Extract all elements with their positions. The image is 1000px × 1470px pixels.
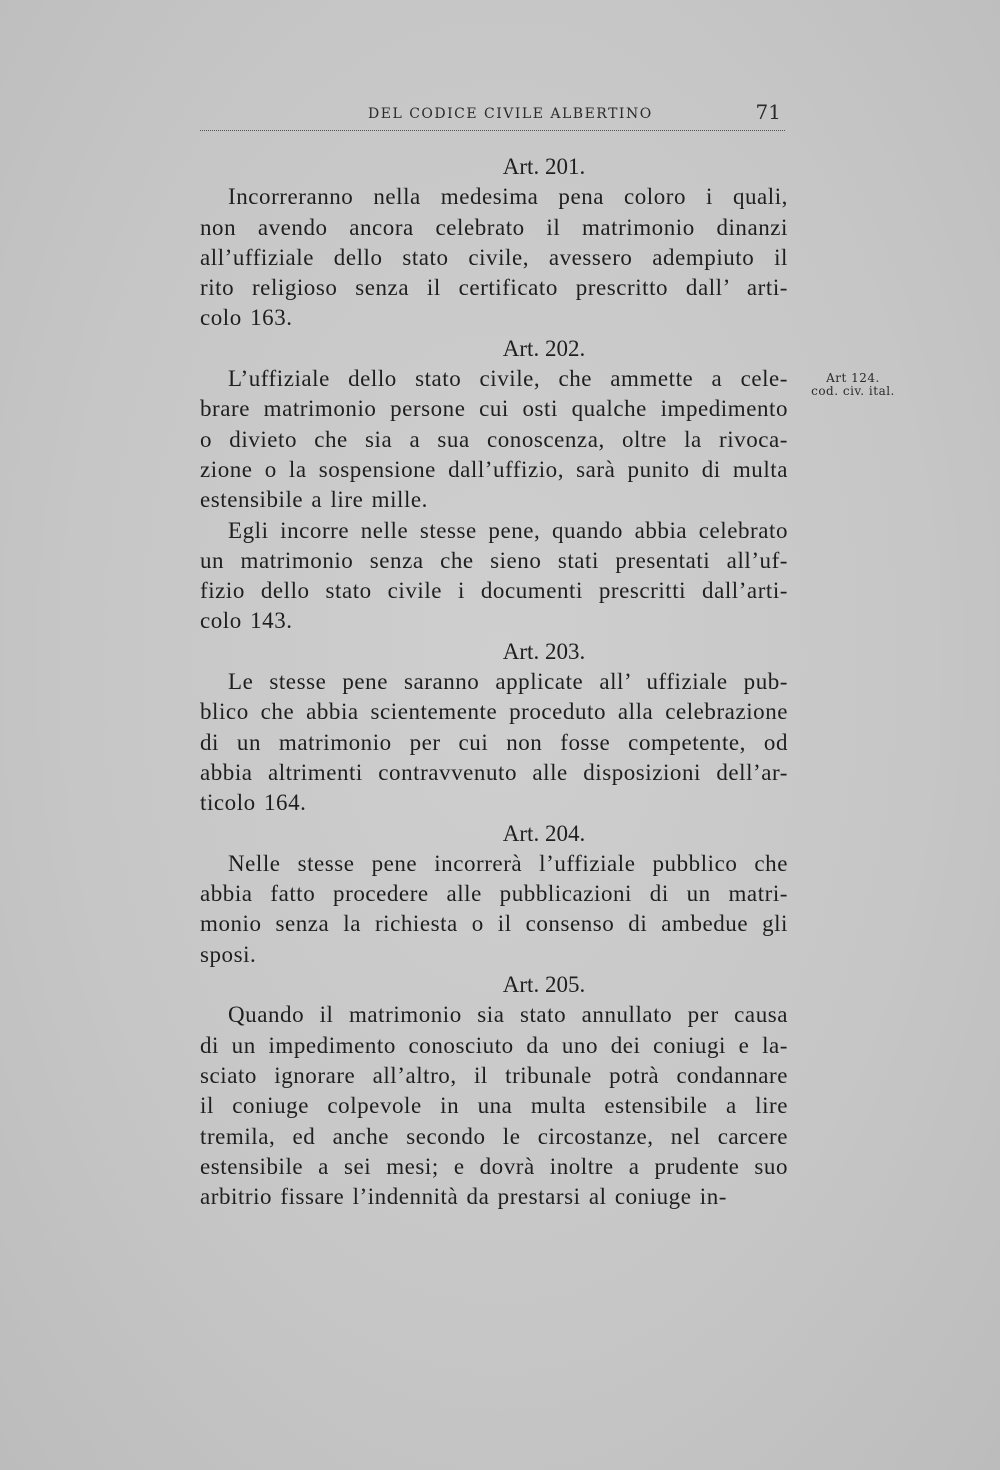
article — [200, 637, 788, 819]
text-line: arbitrio fissare l’indennità da prestarsi al coniuge in- — [200, 1184, 727, 1210]
text-line: all’uffiziale dello stato civile, avessero adempiuto il — [200, 244, 788, 270]
text-line: brare matrimonio persone cui osti qualche impedimento — [200, 396, 788, 422]
text-line: L’uffiziale dello stato civile, che ammette a cele- — [228, 366, 788, 392]
text-line: monio senza la richiesta o il consenso di ambedue gli — [200, 911, 788, 937]
article-paragraph — [200, 667, 788, 818]
text-line: abbia altrimenti contravvenuto alle disposizioni dell’ar- — [200, 759, 788, 785]
article-paragraph — [200, 1000, 788, 1212]
text-line: estensibile a lire mille. — [200, 487, 428, 513]
text-line: un matrimonio senza che sieno stati presentati all’uf- — [200, 547, 788, 573]
text-line: non avendo ancora celebrato il matrimonio dinanzi — [200, 214, 788, 240]
article — [200, 970, 788, 1212]
article — [200, 152, 788, 334]
article — [200, 819, 788, 970]
text-line: Egli incorre nelle stesse pene, quando abbia celebrato — [228, 517, 788, 543]
margin-note — [808, 372, 898, 398]
article-heading: Art. 202. — [502, 335, 586, 361]
text-line: ticolo 164. — [200, 790, 307, 816]
text-line: di un matrimonio per cui non fosse competente, od — [200, 729, 788, 755]
text-line: tremila, ed anche secondo le circostanze, nel carcere — [200, 1123, 788, 1149]
running-title: DEL CODICE CIVILE ALBERTINO — [368, 106, 653, 122]
page-header — [200, 100, 785, 131]
text-line: zione o la sospensione dall’uffizio, sarà punito di multa — [200, 456, 788, 482]
text-line: colo 143. — [200, 608, 293, 634]
margin-note-line: Art 124. — [826, 371, 880, 385]
article-heading: Art. 201. — [502, 154, 586, 179]
text-line: estensibile a sei mesi; e dovrà inoltre a prudente suo — [200, 1153, 788, 1179]
text-line: blico che abbia scientemente proceduto alla celebrazione — [200, 699, 788, 725]
text-line: Le stesse pene saranno applicate all’ uffiziale pub- — [228, 669, 788, 695]
text-line: Quando il matrimonio sia stato annullato per causa — [228, 1002, 788, 1028]
text-line: Incorreranno nella medesima pena coloro i quali, — [228, 184, 788, 210]
page-number: 71 — [755, 100, 781, 124]
text-line: sposi. — [200, 941, 257, 967]
article-heading: Art. 205. — [502, 972, 586, 998]
article-heading: Art. 203. — [502, 638, 586, 664]
text-line: sciato ignorare all’altro, il tribunale potrà condannare — [200, 1062, 788, 1088]
text-line: colo 163. — [200, 305, 293, 331]
article-paragraph — [200, 849, 788, 970]
text-line: di un impedimento conosciuto da uno dei coniugi e la- — [200, 1032, 788, 1058]
text-line: o divieto che sia a sua conoscenza, oltre la rivoca- — [200, 426, 788, 452]
article-paragraph — [200, 516, 788, 637]
text-line: fizio dello stato civile i documenti prescritti dall’arti- — [200, 578, 788, 604]
text-line: il coniuge colpevole in una multa estensibile a lire — [200, 1093, 788, 1119]
article-paragraph — [200, 182, 788, 333]
text-line: abbia fatto procedere alle pubblicazioni di un matri- — [200, 881, 788, 907]
article-heading: Art. 204. — [502, 820, 586, 846]
text-line: rito religioso senza il certificato prescritto dall’ arti- — [200, 275, 788, 301]
margin-note-line: cod. civ. ital. — [811, 384, 895, 398]
article — [200, 334, 788, 637]
text-line: Nelle stesse pene incorrerà l’uffiziale pubblico che — [228, 850, 788, 876]
article-paragraph — [200, 364, 788, 515]
body-text — [200, 152, 788, 1212]
